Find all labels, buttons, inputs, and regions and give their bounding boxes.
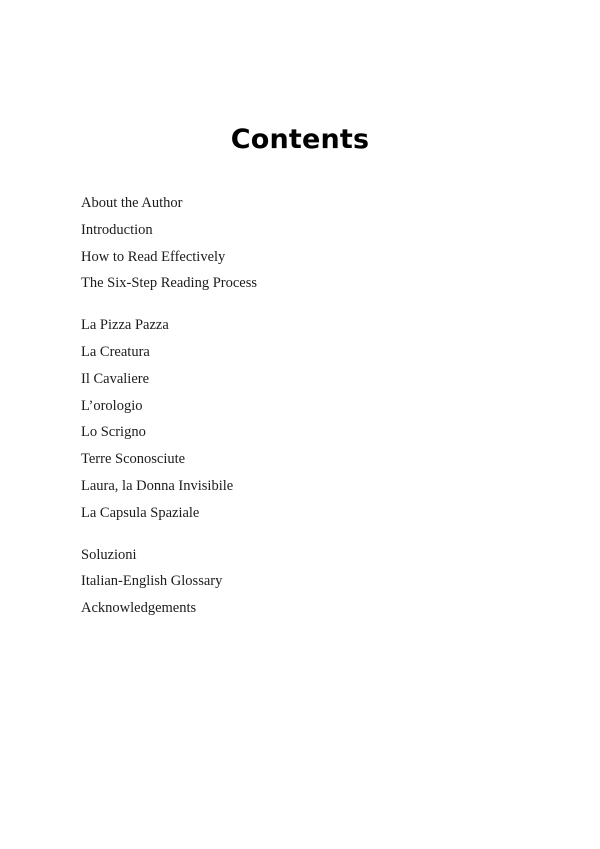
table-of-contents [81,190,521,622]
page-title: Contents [230,124,370,155]
toc-entry[interactable]: Introduction [81,221,153,238]
toc-entry[interactable]: The Six-Step Reading Process [81,275,257,292]
toc-entry[interactable]: About the Author [81,195,183,211]
toc-entry[interactable]: Il Cavaliere [81,370,150,387]
toc-entry[interactable]: Soluzioni [81,546,137,563]
toc-group-stories [81,312,521,526]
toc-group-back-matter [81,542,521,622]
toc-entry[interactable]: La Pizza Pazza [81,317,169,334]
toc-entry[interactable]: Lo Scrigno [81,424,146,441]
toc-entry[interactable]: Italian-English Glossary [81,573,223,590]
toc-entry[interactable]: How to Read Effectively [81,248,226,265]
toc-group-front-matter [81,190,521,297]
toc-entry[interactable]: La Creatura [81,343,150,360]
toc-entry[interactable]: Laura, la Donna Invisibile [81,477,234,494]
toc-entry[interactable]: L’orologio [81,397,143,414]
toc-entry[interactable]: Acknowledgements [81,600,197,617]
toc-entry[interactable]: La Capsula Spaziale [81,504,200,521]
toc-entry[interactable]: Terre Sconosciute [81,451,186,468]
